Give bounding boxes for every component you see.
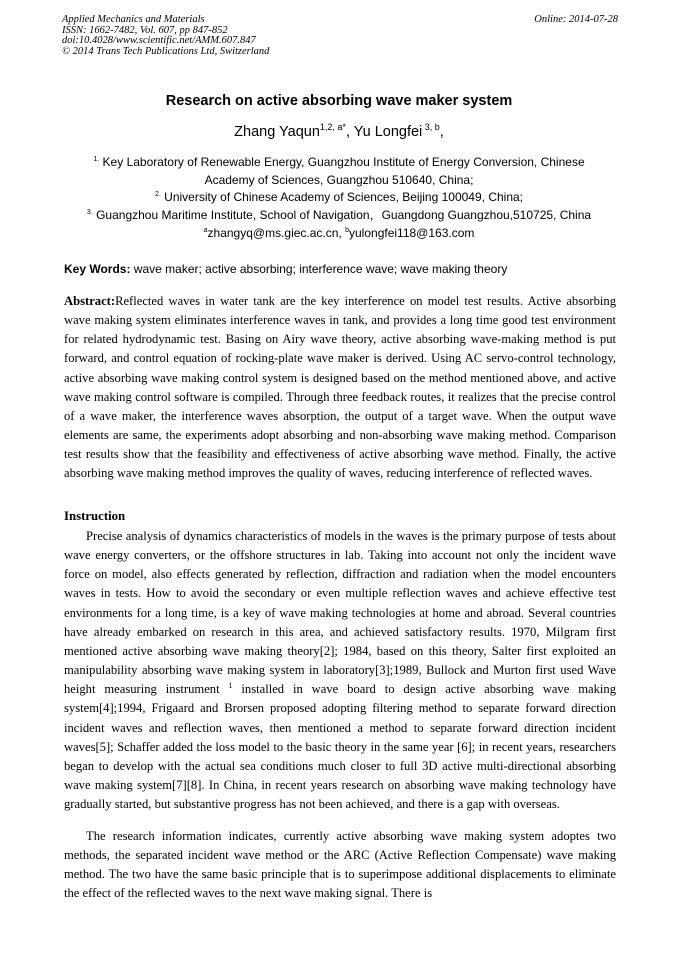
footnote-marker: 1 <box>228 681 233 691</box>
keywords <box>64 262 616 276</box>
abstract-text: Reflected waves in water tank are the key interference on model test results. Active absorbing wave making system eliminates interference waves in tank, and provides a long time good test environment for related hydrodynamic test. Basing on Airy wave theory, active absorbing wave-making method is put forward, and control equation of rocking-plate wave maker is derived. Using AC servo-control technology, active absorbing wave making control system is designed based on the method mentioned above, and active wave making control software is compiled. Through three feedback routes, it realizes that the precise control of a wave maker, the interference waves absorption, the output of a target wave. When the output wave elements are same, the experiments adopt absorbing and non-absorbing wave making method. Comparison test results show that the feasibility and effectiveness of active absorbing wave method. Finally, the active absorbing wave making method improves the quality of waves, reducing interference of reflected waves. <box>64 294 616 481</box>
keywords-text: wave maker; active absorbing; interference wave; wave making theory <box>130 262 508 276</box>
affiliation-number: 1. <box>93 156 100 163</box>
email-address[interactable]: zhangyq@ms.giec.ac.cn, <box>207 226 346 240</box>
email-marker: a <box>203 227 208 234</box>
email-marker: b <box>345 227 349 234</box>
journal-header <box>62 15 618 57</box>
paper-title: Research on active absorbing wave maker system <box>165 93 513 109</box>
affiliation-number: 3. <box>86 209 93 216</box>
affiliation-2 <box>0 190 678 204</box>
affiliation-text: University of Chinese Academy of Sciences, Beijing 100049, China; <box>160 190 524 204</box>
paragraph-text: Precise analysis of dynamics characteristics of models in the waves is the primary purpose of tests about wave energy converters, or the offshore structures in lab. Taking into account not only the incident wave force on model, also effects generated by reflection, diffraction and radiation when the model encounters waves in tests. How to avoid the secondary or even multiple reflection waves and achieve effective test environments for a long time, is a key of wave making technologies at home and abroad. Several countries have already embarked on research in this area, and achieved satisfactory results. 1970, Milgram first mentioned active absorbing wave making theory[2]; 1984, based on this theory, Salter first exploited an manipulability absorbing wave making system in laboratory[3];1989, Bullock and Murton first used Wave height measuring instrument <box>64 529 616 697</box>
body-paragraph <box>64 827 616 904</box>
affiliation-1 <box>0 155 678 169</box>
affiliation-text: Academy of Sciences, Guangzhou 510640, China; <box>204 173 474 187</box>
author-separator: , <box>345 124 354 140</box>
abstract-label: Abstract: <box>64 294 116 308</box>
author-affiliation-marker: 1,2, a* <box>319 122 346 133</box>
author-affiliation-marker: 3, b <box>422 122 440 133</box>
affiliation-3 <box>0 208 678 222</box>
affiliation-text: Key Laboratory of Renewable Energy, Guangzhou Institute of Energy Conversion, Chinese <box>99 155 585 169</box>
email-address[interactable]: yulongfei118@163.com <box>349 226 475 240</box>
author-name: Yu Longfei <box>353 124 423 140</box>
author-name: Zhang Yaqun <box>234 124 320 140</box>
section-heading: Instruction <box>64 509 126 523</box>
keywords-label: Key Words: <box>64 262 131 276</box>
paragraph-text: The research information indicates, currently active absorbing wave making system adoptes two methods, the separated incident wave method or the ARC (Active Reflection Compensate) wave making method. The two have the same basic principle that is to superimpose additional displacements to eliminate the effect of the reflected waves to the next wave making signal. There is <box>64 829 616 901</box>
copyright-line: © 2014 Trans Tech Publications Ltd, Switzerland <box>62 45 270 57</box>
affiliation-number: 2. <box>154 191 161 198</box>
author-trailing: , <box>439 124 444 140</box>
email-line <box>0 226 678 240</box>
affiliation-1-cont <box>0 173 678 187</box>
body-paragraph <box>64 527 616 814</box>
affiliation-text: Guangzhou Maritime Institute, School of Navigation，Guangdong Guangzhou,510725, China <box>92 208 592 222</box>
doi-line: doi:10.4028/www.scientific.net/AMM.607.847 <box>62 35 256 46</box>
paragraph-text: installed in wave board to design active absorbing wave making system[4];1994, Frigaard and Brorsen proposed adopting filtering method to separate forward direction incident waves and reflection waves, then mentioned a method to separate forward direction incident waves[5]; Schaffer added the loss model to the basic theory in the same year [6]; in recent years, researchers began to develop with the actual sea conditions much closer to full 3D active multi-directional absorbing wave making system[7][8]. In China, in recent years research on absorbing wave making technology have gradually started, but substantive progress has not been achieved, and there is a gap with overseas. <box>64 682 616 812</box>
journal-name: Applied Mechanics and Materials <box>62 14 205 25</box>
author-line <box>0 124 678 140</box>
online-date: Online: 2014-07-28 <box>534 14 618 25</box>
abstract-paragraph <box>64 292 616 484</box>
issn-line: ISSN: 1662-7482, Vol. 607, pp 847-852 <box>62 24 228 36</box>
